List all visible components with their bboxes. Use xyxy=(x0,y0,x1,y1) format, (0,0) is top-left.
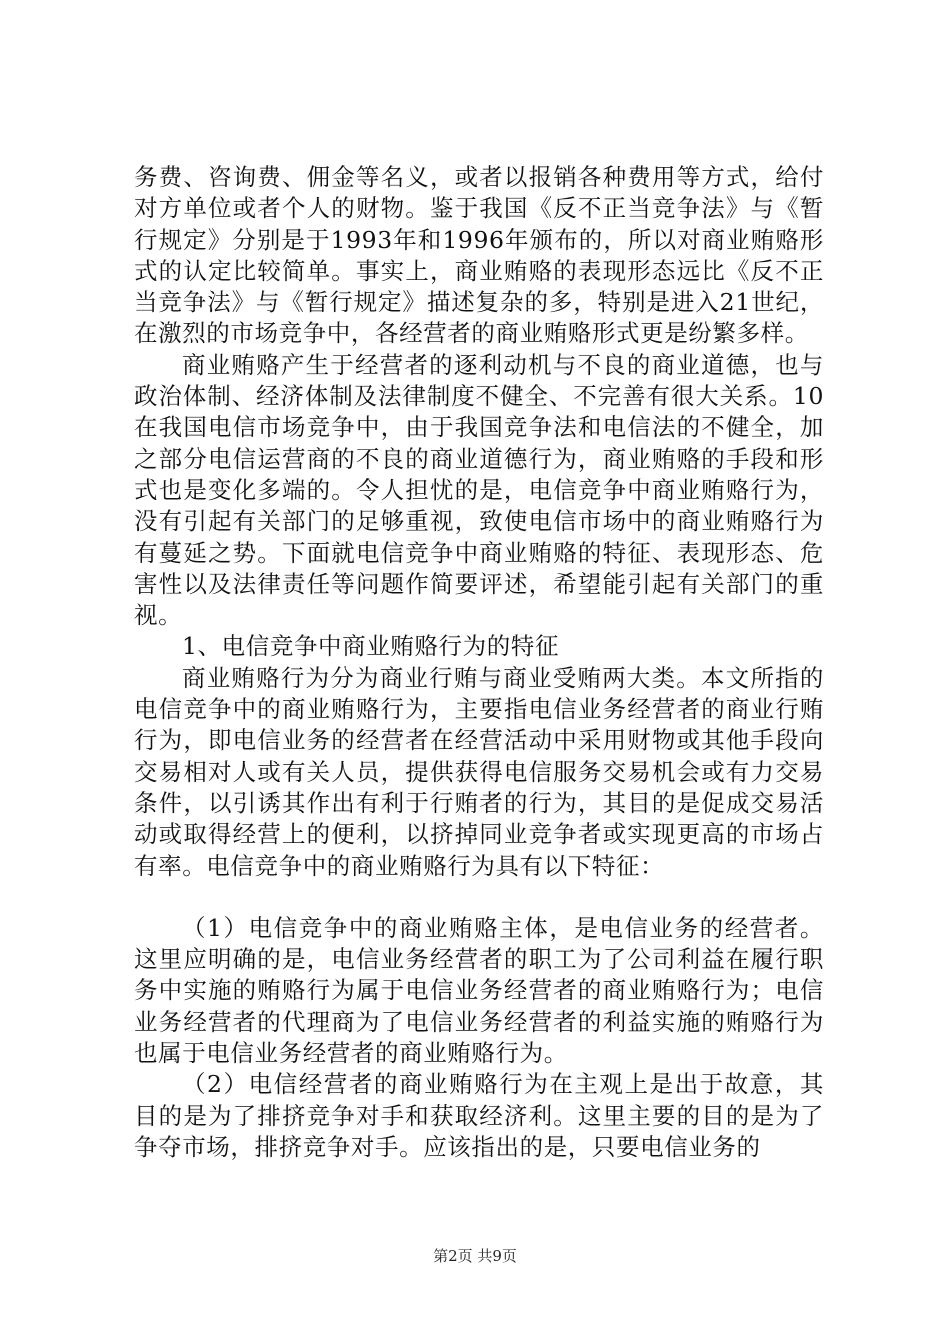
document-body xyxy=(134,162,824,1163)
paragraph-continuation: 务费、咨询费、佣金等名义，或者以报销各种费用等方式，给付对方单位或者个人的财物。鉴于我国《反不正当竞争法》与《暂行规定》分别是于1993年和1996年颁布的，所以对商业贿赂形式的认定比较简单。事实上，商业贿赂的表现形态远比《反不正当竞争法》与《暂行规定》描述复杂的多，特别是进入21世纪，在激烈的市场竞争中，各经营者的商业贿赂形式更是纷繁多样。 xyxy=(134,163,824,348)
paragraph-definition: 商业贿赂行为分为商业行贿与商业受贿两大类。本文所指的电信竞争中的商业贿赂行为，主要指电信业务经营者的商业行贿行为，即电信业务的经营者在经营活动中采用财物或其他手段向交易相对人或有关人员，提供获得电信服务交易机会或有力交易条件，以引诱其作出有利于行贿者的行为，其目的是促成交易活动或取得经营上的便利，以挤掉同业竞争者或实现更高的市场占有率。电信竞争中的商业贿赂行为具有以下特征： xyxy=(134,663,824,880)
paragraph-feature-2: （2）电信经营者的商业贿赂行为在主观上是出于故意，其目的是为了排挤竞争对手和获取经济利。这里主要的目的是为了争夺市场，排挤竞争对手。应该指出的是，只要电信业务的 xyxy=(134,1070,824,1161)
section-heading: 1、电信竞争中商业贿赂行为的特征 xyxy=(182,632,560,661)
paragraph-causes: 商业贿赂产生于经营者的逐利动机与不良的商业道德，也与政治体制、经济体制及法律制度不健全、不完善有很大关系。10在我国电信市场竞争中，由于我国竞争法和电信法的不健全，加之部分电信运营商的不良的商业道德行为，商业贿赂的手段和形式也是变化多端的。令人担忧的是，电信竞争中商业贿赂行为，没有引起有关部门的足够重视，致使电信市场中的商业贿赂行为有蔓延之势。下面就电信竞争中商业贿赂的特征、表现形态、危害性以及法律责任等问题作简要评述，希望能引起有关部门的重视。 xyxy=(134,350,824,630)
paragraph-feature-1: （1）电信竞争中的商业贿赂主体，是电信业务的经营者。这里应明确的是，电信业务经营者的职工为了公司利益在履行职务中实施的贿赂行为属于电信业务经营者的商业贿赂行为；电信业务经营者的代理商为了电信业务经营者的利益实施的贿赂行为也属于电信业务经营者的商业贿赂行为。 xyxy=(134,913,824,1068)
page-footer: 第2页 共9页 xyxy=(433,1247,517,1265)
